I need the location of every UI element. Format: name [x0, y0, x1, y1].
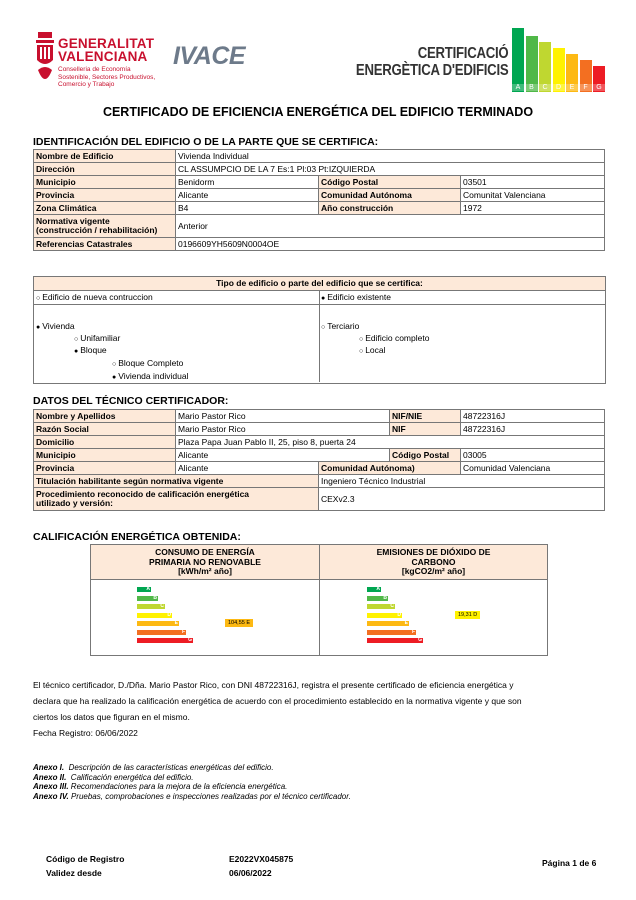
consumo-bar-f: F: [137, 630, 186, 635]
emisiones-bar-b: B: [367, 596, 388, 601]
consumo-bar-c: C: [137, 604, 165, 609]
validez: 06/06/2022: [229, 868, 272, 878]
tipo-heading: Tipo de edificio o parte del edificio que se certifica:: [34, 277, 605, 291]
label: NIF/NIE: [390, 410, 461, 423]
conselleria-name: Conselleria de Economía Sostenible, Sectores Productivos, Comercio y Trabajo: [58, 66, 156, 88]
energy-label-logo: [512, 28, 608, 92]
radio-vivienda: ● Vivienda: [36, 321, 75, 331]
radio-edificio-completo: ○ Edificio completo: [359, 333, 430, 343]
label: Nombre de Edificio: [34, 150, 176, 163]
tecnico-nombre: Mario Pastor Rico: [176, 410, 390, 423]
radio-existente: ● Edificio existente: [321, 292, 391, 302]
label: NIF: [390, 423, 461, 436]
footer-values: [229, 852, 293, 880]
tecnico-municipio: Alicante: [176, 449, 390, 462]
label: Dirección: [34, 163, 176, 176]
ident-heading: IDENTIFICACIÓN DEL EDIFICIO O DE LA PARTE QUE SE CERTIFICA:: [33, 136, 379, 148]
razon-nif: 48722316J: [461, 423, 605, 436]
anexo-item: Anexo I. Descripción de las características energéticas del edificio.: [33, 763, 274, 772]
generalitat-name: GENERALITAT VALENCIANA: [58, 36, 155, 64]
radio-bloque: ● Bloque: [74, 345, 107, 355]
generalitat-logo-icon: [34, 30, 56, 92]
tecnico-nif: 48722316J: [461, 410, 605, 423]
label: Razón Social: [34, 423, 176, 436]
codigo-postal: 03501: [461, 176, 605, 189]
ref-catastral: 0196609YH5609N0004OE: [176, 238, 605, 251]
emisiones-bar-a: A: [367, 587, 381, 592]
emisiones-scale: [367, 587, 537, 651]
page-title: CERTIFICADO DE EFICIENCIA ENERGÉTICA DEL EDIFICIO TERMINADO: [102, 105, 534, 119]
radio-nueva: ○ Edificio de nueva contruccion: [36, 292, 153, 302]
cert-bar-a: A: [512, 28, 524, 92]
comunidad: Comunitat Valenciana: [461, 189, 605, 202]
ivace-logo: IVACE: [173, 42, 246, 70]
consumo-bar-a: A: [137, 587, 151, 592]
label: Provincia: [34, 462, 176, 475]
consumo-bar-b: B: [137, 596, 158, 601]
label: Titulación habilitante según normativa vigente: [34, 475, 319, 488]
cert-bar-f: F: [580, 60, 592, 92]
cert-bar-b: B: [526, 36, 538, 92]
direccion: CL ASSUMPCIO DE LA 7 Es:1 Pl:03 Pt:IZQUIERDA: [176, 163, 605, 176]
tecnico-heading: DATOS DEL TÉCNICO CERTIFICADOR:: [33, 395, 229, 407]
razon-social: Mario Pastor Rico: [176, 423, 390, 436]
page-number: Página 1 de 6: [542, 858, 597, 868]
codigo-registro: E2022VX045875: [229, 854, 294, 864]
cert-bar-g: G: [593, 66, 605, 92]
calif-box: [90, 544, 548, 656]
consumo-bar-d: D: [137, 613, 172, 618]
emisiones-bar-c: C: [367, 604, 395, 609]
radio-unifamiliar: ○ Unifamiliar: [74, 333, 121, 343]
certificacio-title: CERTIFICACIÓ ENERGÈTICA D'EDIFICIS: [355, 45, 508, 79]
anexo-item: Anexo IV. Pruebas, comprobaciones e inspecciones realizadas por el técnico certificador.: [33, 791, 351, 801]
radio-bloque-completo: ○ Bloque Completo: [112, 358, 184, 368]
cert-bar-e: E: [566, 54, 578, 92]
label: Comunidad Autónoma): [319, 462, 461, 475]
consumo-indicator: 104,55 E: [225, 619, 253, 627]
label: Zona Climática: [34, 202, 176, 215]
consumo-bar-e: E: [137, 621, 179, 626]
consumo-header: CONSUMO DE ENERGÍA PRIMARIA NO RENOVABLE [kWh/m² año]: [91, 545, 319, 579]
cert-bar-d: D: [553, 48, 565, 92]
zona-climatica: B4: [176, 202, 319, 215]
radio-terciario: ○ Terciario: [321, 321, 360, 331]
label: Municipio: [34, 449, 176, 462]
label: Municipio: [34, 176, 176, 189]
label: Código Postal: [319, 176, 461, 189]
label: Referencias Catastrales: [34, 238, 176, 251]
tecnico-table: [33, 409, 605, 511]
municipio: Benidorm: [176, 176, 319, 189]
procedimiento: CEXv2.3: [319, 488, 605, 511]
domicilio: Plaza Papa Juan Pablo II, 25, piso 8, puerta 24: [176, 436, 605, 449]
label: Procedimiento reconocido de calificación energética utilizado y versión:: [34, 488, 319, 511]
anexos-list: [33, 763, 351, 801]
normativa: Anterior: [176, 215, 605, 238]
titulacion: Ingeniero Técnico Industrial: [319, 475, 605, 488]
fecha-registro: Fecha Registro: 06/06/2022: [33, 728, 138, 738]
tecnico-comunidad: Comunidad Valenciana: [461, 462, 605, 475]
nombre-edificio: Vivienda Individual: [176, 150, 605, 163]
emisiones-bar-d: D: [367, 613, 402, 618]
consumo-scale: [137, 587, 307, 651]
emisiones-indicator: 19,31 D: [455, 611, 480, 619]
label: Nombre y Apellidos: [34, 410, 176, 423]
tecnico-provincia: Alicante: [176, 462, 319, 475]
label: Código Postal: [390, 449, 461, 462]
consumo-bar-g: G: [137, 638, 193, 643]
calif-heading: CALIFICACIÓN ENERGÉTICA OBTENIDA:: [33, 531, 241, 543]
cert-bar-c: C: [539, 42, 551, 92]
anexo-item: Anexo III. Recomendaciones para la mejora de la eficiencia energética.: [33, 782, 288, 791]
footer-labels: Código de Registro Validez desde: [46, 854, 125, 878]
emisiones-bar-g: G: [367, 638, 423, 643]
emisiones-bar-f: F: [367, 630, 416, 635]
emisiones-bar-e: E: [367, 621, 409, 626]
tecnico-cp: 03005: [461, 449, 605, 462]
radio-vivienda-individual: ● Vivienda individual: [112, 371, 189, 381]
provincia: Alicante: [176, 189, 319, 202]
anexo-item: Anexo II. Calificación energética del edificio.: [33, 772, 194, 782]
tipo-box: [33, 276, 606, 384]
ident-table: [33, 149, 605, 251]
label: Domicilio: [34, 436, 176, 449]
anio-construccion: 1972: [461, 202, 605, 215]
declaracion: El técnico certificador, D./Dña. Mario Pastor Rico, con DNI 48722316J, registra el presente certificado de eficiencia energética y declara que ha realizado la calificación energética de acuerdo con el procedimiento establecido en la normativa vigente y que son ciertos los datos que figuran en el mismo. Fecha Registro: 06/06/2022: [33, 677, 603, 741]
radio-local: ○ Local: [359, 345, 386, 355]
label: Provincia: [34, 189, 176, 202]
label: Normativa vigente (construcción / rehabilitación): [34, 215, 176, 238]
label: Comunidad Autónoma: [319, 189, 461, 202]
label: Año construcción: [319, 202, 461, 215]
emisiones-header: EMISIONES DE DIÓXIDO DE CARBONO [kgCO2/m² año]: [320, 545, 547, 579]
